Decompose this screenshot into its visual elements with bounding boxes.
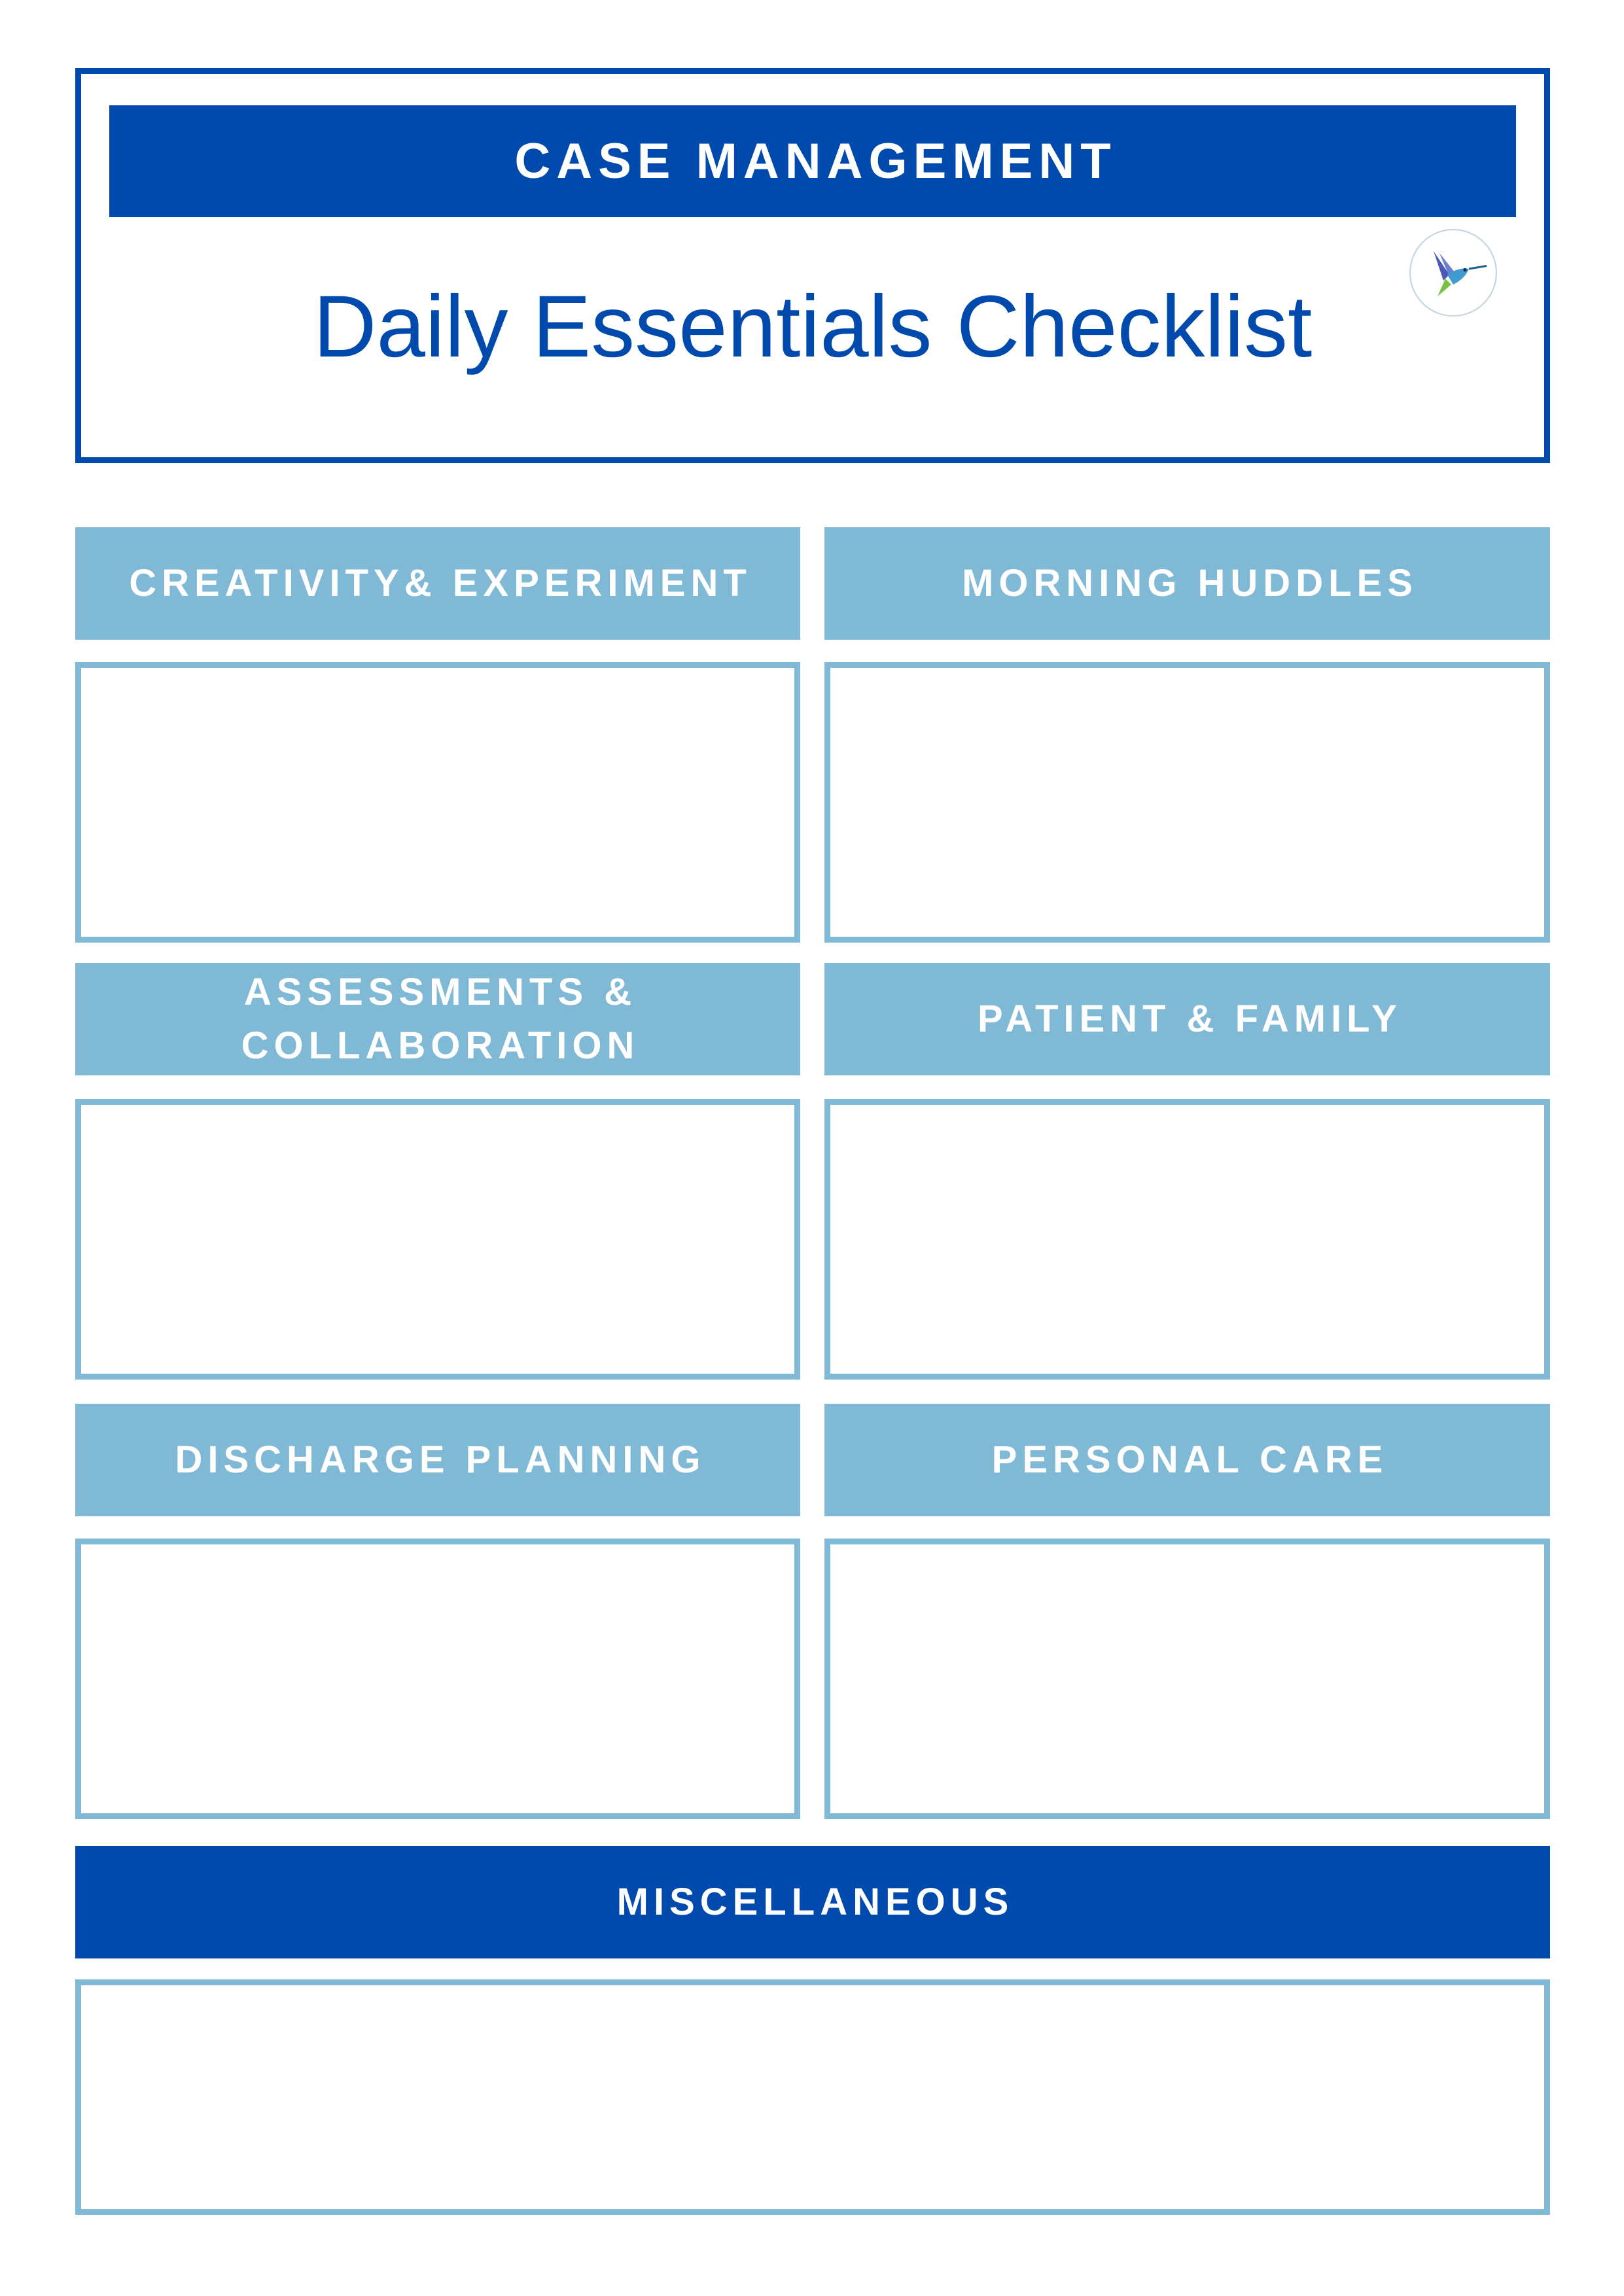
- section-header-miscellaneous: [75, 1846, 1550, 1958]
- section-label: PERSONAL CARE: [991, 1438, 1388, 1481]
- section-label: ASSESSMENTS & COLLABORATION: [241, 971, 640, 1067]
- section-header-morning-huddles: [824, 527, 1550, 640]
- section-header-patient-family: [824, 963, 1550, 1075]
- checklist-box-morning-huddles[interactable]: [824, 662, 1550, 943]
- section-label: PATIENT & FAMILY: [978, 998, 1402, 1040]
- logo: [1404, 224, 1502, 322]
- hummingbird-icon: [1404, 224, 1502, 322]
- section-label: CREATIVITY& EXPERIMENT: [129, 562, 752, 604]
- section-label: MORNING HUDDLES: [962, 562, 1418, 604]
- checklist-box-personal-care[interactable]: [824, 1539, 1550, 1819]
- checklist-box-patient-family[interactable]: [824, 1099, 1550, 1380]
- page-title: Daily Essentials Checklist: [313, 278, 1313, 375]
- checklist-box-assessments-collaboration[interactable]: [75, 1099, 800, 1380]
- section-header-assessments-collaboration: [75, 963, 800, 1075]
- section-header-personal-care: [824, 1404, 1550, 1516]
- section-label: DISCHARGE PLANNING: [175, 1438, 706, 1481]
- header-band: [109, 105, 1516, 217]
- checklist-box-miscellaneous[interactable]: [75, 1979, 1550, 2215]
- section-header-creativity-experiment: [75, 527, 800, 640]
- section-header-discharge-planning: [75, 1404, 800, 1516]
- checklist-box-creativity-experiment[interactable]: [75, 662, 800, 943]
- section-label: MISCELLANEOUS: [616, 1881, 1014, 1923]
- checklist-box-discharge-planning[interactable]: [75, 1539, 800, 1819]
- header-band-label: CASE MANAGEMENT: [514, 133, 1117, 189]
